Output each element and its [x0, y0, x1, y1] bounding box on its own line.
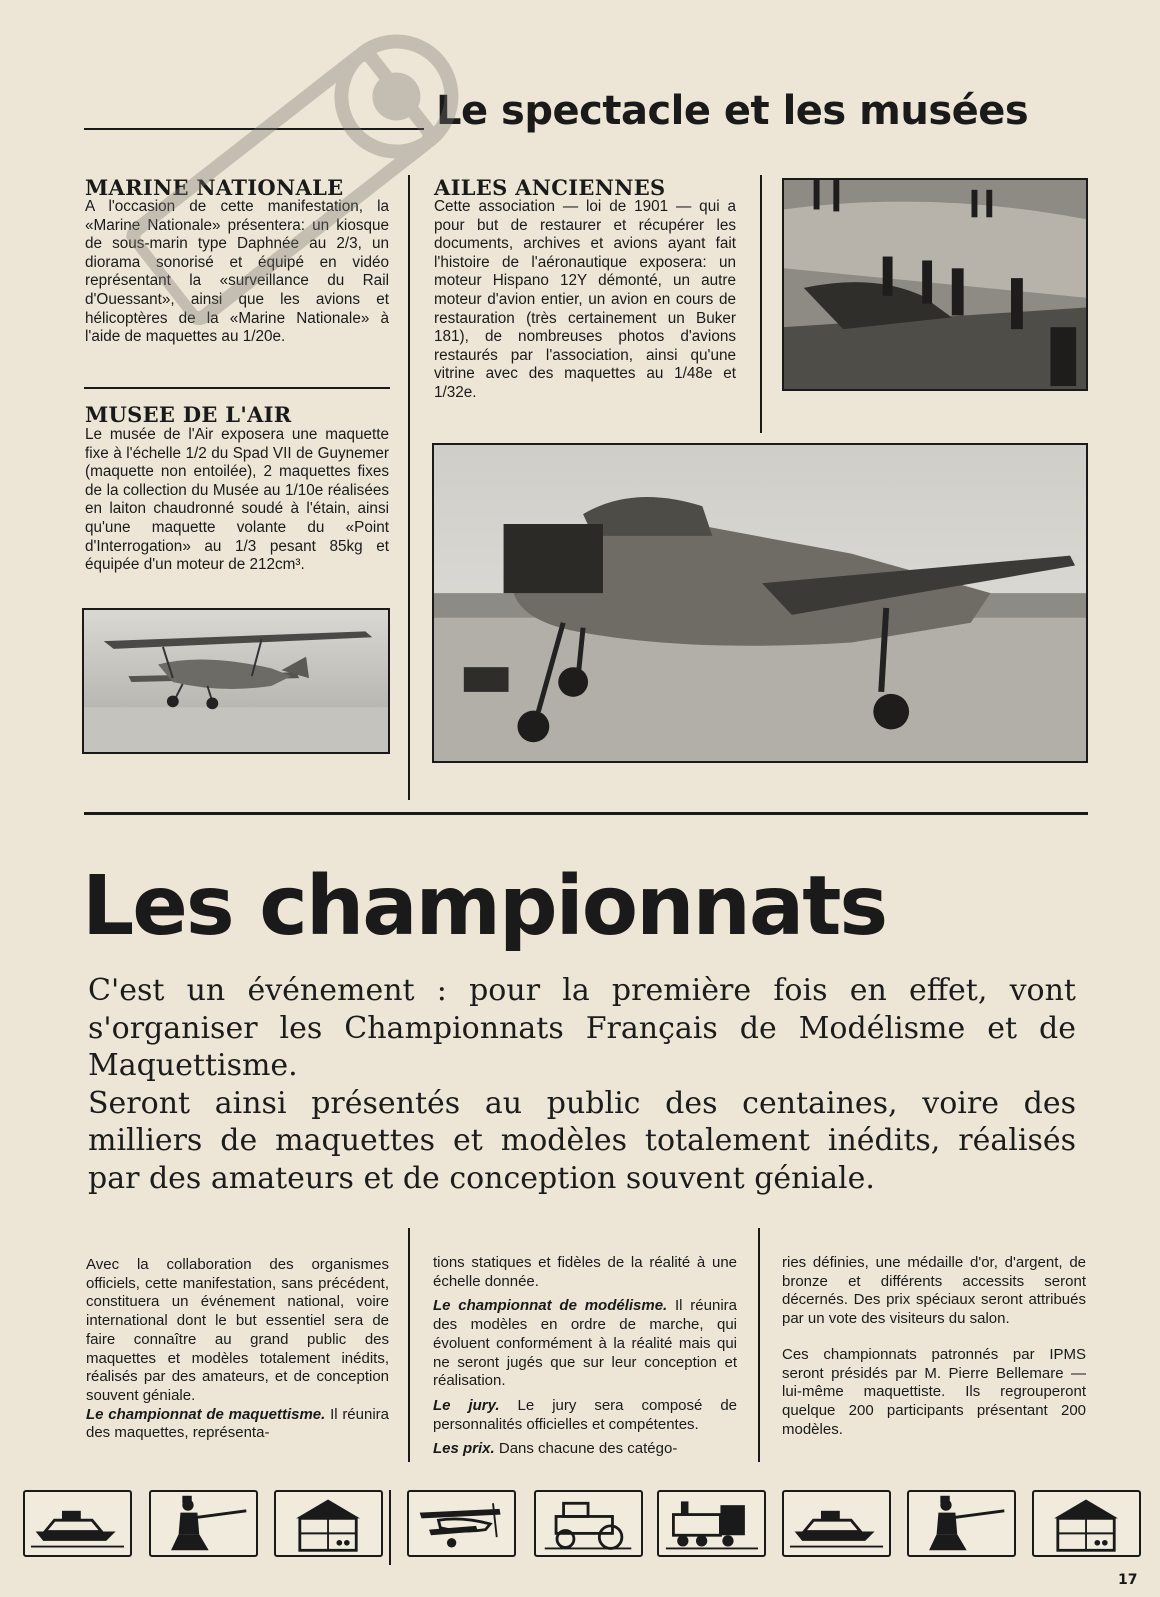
musee-heading: MUSEE DE L'AIR [85, 402, 292, 427]
championnats-title: Les championnats [82, 859, 887, 954]
ailes-text: Cette association — loi de 1901 — qui a pour but de restaurer et récupérer les documents, archives et avions ayant fait l'histoire de l'aéronautique exposera: un moteur Hispano 12Y démonté, un autre moteur d'avion entier, un avion en cours de restauration (très certainement un Buker 181), de nombreuses photos d'avions restaurés par l'association, ainsi qu'une vitrine avec des maquettes au 1/48e et 1/32e. [434, 198, 736, 401]
icon-strip-divider [389, 1490, 391, 1565]
jury-lead: Le jury. [433, 1396, 500, 1414]
modelisme-paragraph [433, 1297, 737, 1391]
championnats-col1 [86, 1256, 389, 1443]
yacht-icon [782, 1490, 891, 1557]
marine-divider [84, 387, 390, 389]
maquettisme-lead: Le championnat de maquettisme. [86, 1405, 326, 1423]
aircraft-recovery-photo [782, 178, 1088, 391]
biplane-icon [407, 1490, 516, 1557]
maquettisme-text: Il réunira des maquettes, représenta- [86, 1405, 390, 1442]
modelisme-lead: Le championnat de modélisme. [433, 1297, 668, 1315]
soldier-rifle-icon [149, 1490, 258, 1557]
col3-paragraph-1: ries définies, une médaille d'or, d'argent, de bronze et différents accessits seront décernés. Des prix spéciaux seront attribués par un vote des visiteurs du salon. [782, 1254, 1086, 1328]
soldier-rifle-icon [907, 1490, 1016, 1557]
championnats-intro-2: Seront ainsi présentés au public des centaines, voire des milliers de maquettes et modèles totalement inédits, réalisés par des amateurs et de conception souvent géniale. [88, 1085, 1076, 1196]
marine-text: A l'occasion de cette manifestation, la «Marine Nationale» présentera: un kiosque de sous-marin type Daphnée au 2/3, un diorama sonorisé et équipé en vidéo représentant la «surveillance du Rail d'Ouessant», ainsi que les avions et hélicoptères de la «Marine Nationale» à l'aide de maquettes au 1/20e. [85, 198, 389, 346]
col2-continuation: tions statiques et fidèles de la réalité à une échelle donnée. [433, 1254, 737, 1290]
col3-paragraph-2: Ces championnats patronnés par IPMS seront présidés par M. Pierre Bellemare — lui-même maquettiste. Ils regrouperont quelque 200 participants présentant 200 modèles. [782, 1345, 1086, 1438]
musee-text: Le musée de l'Air exposera une maquette fixe à l'échelle 1/2 du Spad VII de Guynemer (maquette non entoilée), 2 maquettes fixes de la collection du Musée au 1/10e réalisées en laiton chaudronné soudé à l'étain, ainsi qu'une maquette volante du «Point d'Interrogation» au 1/3 pesant 85kg et équipée d'un moteur de 212cm³. [85, 426, 389, 574]
modelisme-text: Il réunira des modèles en ordre de marche, qui évoluent conformément à la réalité mais qui ne seront jugés que sur leur conception et réalisation. [433, 1297, 737, 1390]
ailes-heading: AILES ANCIENNES [434, 175, 666, 200]
vintage-car-icon [534, 1490, 643, 1557]
house-icon [274, 1490, 383, 1557]
col1-paragraph: Avec la collaboration des organismes officiels, cette manifestation, sans précédent, constituera un événement national, voire international dont le but essentiel sera de faire connaître au grand public des maquettes et modèles totalement inédits, réalisés par des amateurs, et de conception souvent géniale. [86, 1256, 389, 1404]
biplane-model-photo [82, 608, 390, 754]
marine-heading: MARINE NATIONALE [85, 175, 344, 200]
locomotive-icon [657, 1490, 766, 1557]
restored-aircraft-photo [432, 443, 1088, 763]
column-divider-bottom-2 [758, 1228, 760, 1462]
title-left-rule [84, 128, 424, 130]
championnats-intro-1: C'est un événement : pour la première fois en effet, vont s'organiser les Championnats Français de Modélisme et de Maquettisme. [88, 973, 1076, 1083]
section-title: Le spectacle et les musées [436, 88, 1029, 134]
prix-text: Dans chacune des catégo- [494, 1440, 678, 1458]
championnats-col2 [433, 1254, 737, 1291]
house-icon [1032, 1490, 1141, 1557]
jury-text: Le jury sera composé de personnalités officielles et compétentes. [433, 1396, 737, 1433]
column-divider-top [408, 175, 410, 800]
page-number: 17 [1118, 1572, 1138, 1588]
section-divider [84, 812, 1088, 815]
yacht-icon [23, 1490, 132, 1557]
column-divider-bottom-1 [408, 1228, 410, 1462]
jury-paragraph [433, 1397, 737, 1434]
prix-lead: Les prix. [433, 1440, 495, 1458]
column-divider-right [760, 175, 762, 433]
prix-paragraph [433, 1440, 737, 1459]
